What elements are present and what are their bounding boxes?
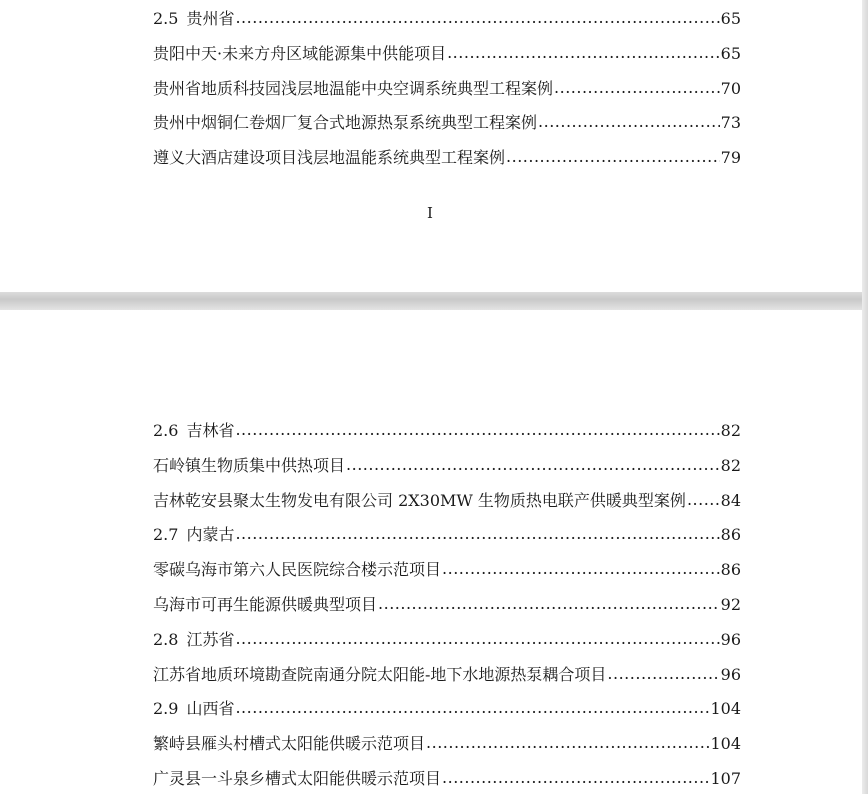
entry-title: 江苏省地质环境勘查院南通分院太阳能-地下水地源热泵耦合项目 [153, 664, 607, 684]
entry-title: 江苏省 [186, 629, 235, 649]
section-number: 2.5 [153, 9, 179, 28]
page-number: 65 [720, 43, 741, 63]
page-number: 82 [720, 421, 741, 440]
dot-leader [506, 147, 720, 166]
entry-title: 贵州省地质科技园浅层地温能中央空调系统典型工程案例 [153, 78, 554, 98]
page-number: 96 [720, 629, 741, 649]
toc-entry[interactable] [153, 592, 741, 627]
dot-leader [378, 594, 720, 613]
entry-title: 贵州中烟铜仁卷烟厂复合式地源热泵系统典型工程案例 [153, 113, 538, 133]
toc-page-upper [0, 0, 862, 292]
entry-title: 山西省 [186, 699, 235, 719]
toc-entry[interactable] [153, 453, 741, 488]
page-number: 65 [720, 9, 741, 28]
page-separator [0, 292, 868, 310]
dot-leader [346, 455, 720, 474]
entry-title: 吉林乾安县聚太生物发电有限公司 2X30MW 生物质热电联产供暖典型案例 [153, 490, 686, 510]
entry-title: 吉林省 [186, 421, 235, 440]
dot-leader [538, 112, 720, 131]
page-number: 104 [710, 699, 741, 719]
entry-title: 繁峙县雁头村槽式太阳能供暖示范项目 [153, 734, 426, 754]
toc-entry[interactable] [153, 41, 741, 76]
toc-entry-section[interactable] [153, 418, 741, 453]
page-folio [0, 204, 862, 222]
dot-leader [442, 559, 720, 578]
entry-title: 乌海市可再生能源供暖典型项目 [153, 594, 378, 614]
page-number: 82 [720, 455, 741, 475]
toc-entry[interactable] [153, 557, 741, 592]
section-number: 2.7 [153, 525, 179, 545]
section-number: 2.9 [153, 699, 179, 719]
toc-entry[interactable] [153, 731, 741, 766]
toc-list-lower [153, 418, 741, 794]
viewer-scroll-edge[interactable] [862, 0, 868, 794]
section-number: 2.8 [153, 629, 179, 649]
toc-entry[interactable] [153, 662, 741, 697]
folio-text: I [427, 204, 433, 222]
page-number: 92 [720, 594, 741, 614]
dot-leader [607, 664, 719, 683]
toc-entry[interactable] [153, 76, 741, 111]
section-number: 2.6 [153, 421, 179, 440]
entry-title: 零碳乌海市第六人民医院综合楼示范项目 [153, 560, 442, 580]
toc-entry-section[interactable] [153, 696, 741, 731]
toc-entry[interactable] [153, 145, 741, 180]
page-number: 86 [720, 560, 741, 580]
dot-leader [235, 698, 709, 717]
toc-entry[interactable] [153, 766, 741, 794]
page-number: 73 [720, 113, 741, 133]
toc-entry[interactable] [153, 488, 741, 523]
page-number: 107 [710, 768, 741, 788]
toc-page-lower [0, 310, 862, 794]
toc-entry[interactable] [153, 110, 741, 145]
dot-leader [235, 524, 719, 543]
page-number: 104 [710, 734, 741, 754]
toc-list-upper [153, 6, 741, 180]
dot-leader [442, 768, 709, 787]
entry-title: 广灵县一斗泉乡槽式太阳能供暖示范项目 [153, 768, 442, 788]
page-number: 96 [720, 664, 741, 684]
dot-leader [447, 43, 720, 62]
page-number: 79 [720, 148, 741, 168]
dot-leader [426, 733, 709, 752]
entry-title: 内蒙古 [186, 525, 235, 545]
toc-entry-section[interactable] [153, 522, 741, 557]
entry-title: 贵州省 [186, 9, 235, 28]
dot-leader [235, 420, 719, 439]
page-number: 84 [720, 490, 741, 510]
page-number: 86 [720, 525, 741, 545]
dot-leader [235, 8, 719, 27]
entry-title: 遵义大酒店建设项目浅层地温能系统典型工程案例 [153, 148, 506, 168]
toc-entry-section[interactable] [153, 627, 741, 662]
dot-leader [235, 629, 719, 648]
dot-leader [554, 78, 720, 97]
entry-title: 贵阳中天·未来方舟区域能源集中供能项目 [153, 43, 447, 63]
page-number: 70 [720, 78, 741, 98]
entry-title: 石岭镇生物质集中供热项目 [153, 455, 346, 475]
dot-leader [687, 490, 720, 509]
toc-entry-section[interactable] [153, 6, 741, 41]
